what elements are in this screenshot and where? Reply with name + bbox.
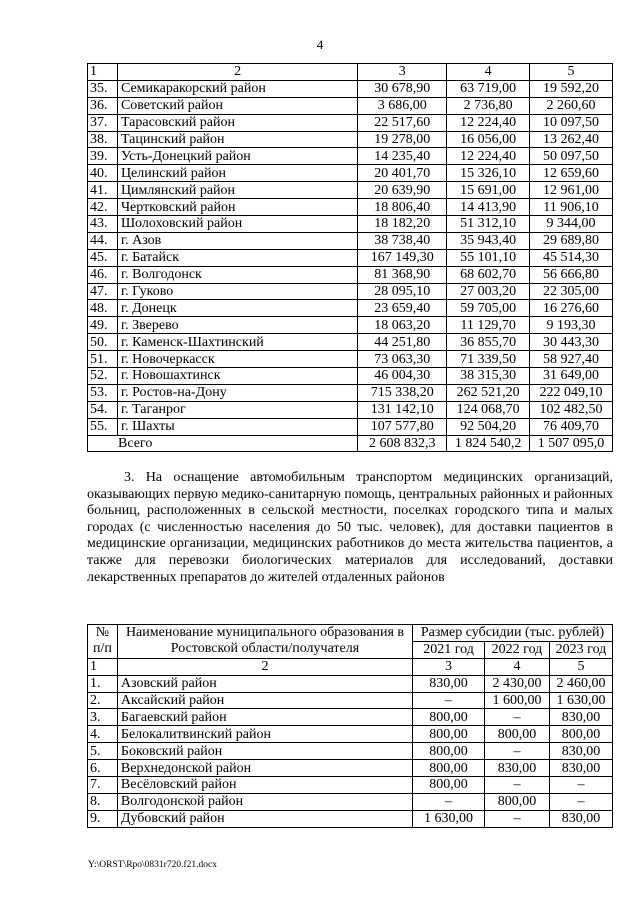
- municipality-name: Целинский район: [117, 165, 357, 182]
- value-2023: 13 262,40: [530, 131, 613, 148]
- row-number: 9.: [88, 810, 118, 827]
- value-2022: 15 326,10: [447, 165, 530, 182]
- municipality-name: Боковский район: [117, 743, 412, 760]
- table-row: [88, 760, 613, 777]
- value-2023: 102 482,50: [530, 401, 613, 418]
- value-2022: –: [485, 743, 550, 760]
- value-2023: 31 649,00: [530, 368, 613, 385]
- table-row: [88, 368, 613, 385]
- municipality-name: Тацинский район: [117, 131, 357, 148]
- table-row: [88, 232, 613, 249]
- value-2023: 830,00: [549, 810, 612, 827]
- column-number: 3: [413, 658, 485, 675]
- municipality-name: г. Батайск: [117, 249, 357, 266]
- value-2023: –: [549, 793, 612, 810]
- value-2021: 131 142,10: [358, 401, 447, 418]
- table-row: [88, 131, 613, 148]
- value-2021: 46 004,30: [358, 368, 447, 385]
- table-row: [88, 401, 613, 418]
- header-name: Наименование муниципального образования в Ростовской области/получателя: [117, 625, 412, 659]
- page-number: 4: [316, 37, 324, 52]
- column-number-row: [88, 658, 613, 675]
- total-value: 2 608 832,3: [358, 435, 447, 452]
- value-2021: 18 806,40: [358, 199, 447, 216]
- value-2023: 9 193,30: [530, 317, 613, 334]
- value-2021: 18 063,20: [358, 317, 447, 334]
- row-number: 48.: [88, 300, 118, 317]
- municipality-name: Белокалитвинский район: [117, 726, 412, 743]
- value-2023: 22 305,00: [530, 283, 613, 300]
- municipality-name: Цимлянский район: [117, 182, 357, 199]
- municipality-name: г. Каменск-Шахтинский: [117, 334, 357, 351]
- value-2023: 50 097,50: [530, 148, 613, 165]
- row-number: 40.: [88, 165, 118, 182]
- value-2022: 38 315,30: [447, 368, 530, 385]
- table-row: [88, 810, 613, 827]
- row-number: 44.: [88, 232, 118, 249]
- value-2023: 830,00: [549, 743, 612, 760]
- municipality-name: г. Новочеркасск: [117, 351, 357, 368]
- value-2021: 14 235,40: [358, 148, 447, 165]
- value-2022: 36 855,70: [447, 334, 530, 351]
- value-2023: 2 460,00: [549, 675, 612, 692]
- value-2021: 20 401,70: [358, 165, 447, 182]
- value-2022: 800,00: [485, 793, 550, 810]
- value-2022: 16 056,00: [447, 131, 530, 148]
- value-2022: 262 521,20: [447, 384, 530, 401]
- header-number: № п/п: [88, 625, 118, 659]
- row-number: 39.: [88, 148, 118, 165]
- value-2021: 830,00: [413, 675, 485, 692]
- value-2023: 58 927,40: [530, 351, 613, 368]
- municipality-name: Аксайский район: [117, 692, 412, 709]
- row-number: 4.: [88, 726, 118, 743]
- table-row: [88, 182, 613, 199]
- value-2022: 1 600,00: [485, 692, 550, 709]
- municipality-name: г. Донецк: [117, 300, 357, 317]
- table-row: [88, 148, 613, 165]
- value-2021: 23 659,40: [358, 300, 447, 317]
- municipality-name: г. Ростов-на-Дону: [117, 384, 357, 401]
- value-2021: 3 686,00: [358, 97, 447, 114]
- municipality-name: Багаевский район: [117, 709, 412, 726]
- value-2022: 59 705,00: [447, 300, 530, 317]
- value-2021: 22 517,60: [358, 114, 447, 131]
- value-2022: 830,00: [485, 760, 550, 777]
- table-row: [88, 216, 613, 233]
- row-number: 43.: [88, 216, 118, 233]
- row-number: 36.: [88, 97, 118, 114]
- row-number: 45.: [88, 249, 118, 266]
- value-2023: 45 514,30: [530, 249, 613, 266]
- value-2022: 71 339,50: [447, 351, 530, 368]
- municipality-name: г. Шахты: [117, 418, 357, 435]
- table-row: [88, 249, 613, 266]
- column-number: 4: [485, 658, 550, 675]
- value-2023: 10 097,50: [530, 114, 613, 131]
- value-2021: 107 577,80: [358, 418, 447, 435]
- section-3-paragraph: 3. На оснащение автомобильным транспортом медицинских организаций, оказывающих первую медико-санитарную помощь, центральных районных и районных больниц, расположенных в сельской местности, поселках городского типа и малых городах (с численностью населения до 50 тыс. человек), для доставки пациентов в медицинские организации, медицинских работников до места жительства пациентов, а также для перевозки биологических материалов для исследований, доставки лекарственных препаратов до жителей отдаленных районов: [87, 470, 613, 585]
- municipality-name: Волгодонской район: [117, 793, 412, 810]
- value-2022: 27 003,20: [447, 283, 530, 300]
- total-value: 1 824 540,2: [447, 435, 530, 452]
- row-number: 55.: [88, 418, 118, 435]
- row-number: 38.: [88, 131, 118, 148]
- row-number: 5.: [88, 743, 118, 760]
- value-2022: –: [485, 810, 550, 827]
- value-2022: 800,00: [485, 726, 550, 743]
- municipality-name: Чертковский район: [117, 199, 357, 216]
- table-row: [88, 334, 613, 351]
- municipality-name: г. Таганрог: [117, 401, 357, 418]
- municipality-name: г. Новошахтинск: [117, 368, 357, 385]
- value-2023: –: [549, 777, 612, 794]
- value-2021: 18 182,20: [358, 216, 447, 233]
- municipality-name: Советский район: [117, 97, 357, 114]
- value-2022: 68 602,70: [447, 266, 530, 283]
- table-row: [88, 726, 613, 743]
- table-row: [88, 743, 613, 760]
- value-2022: 11 129,70: [447, 317, 530, 334]
- value-2023: 800,00: [549, 726, 612, 743]
- table-row: [88, 114, 613, 131]
- municipality-name: Дубовский район: [117, 810, 412, 827]
- column-number-row: [88, 64, 613, 81]
- value-2021: 800,00: [413, 743, 485, 760]
- value-2021: 28 095,10: [358, 283, 447, 300]
- value-2023: 9 344,00: [530, 216, 613, 233]
- municipality-name: Верхнедонской район: [117, 760, 412, 777]
- value-2021: –: [413, 692, 485, 709]
- value-2022: 14 413,90: [447, 199, 530, 216]
- value-2021: –: [413, 793, 485, 810]
- value-2022: 15 691,00: [447, 182, 530, 199]
- row-number: 50.: [88, 334, 118, 351]
- municipality-name: Тарасовский район: [117, 114, 357, 131]
- value-2021: 44 251,80: [358, 334, 447, 351]
- header-subsidy: Размер субсидии (тыс. рублей): [413, 625, 613, 642]
- column-number: 5: [530, 64, 613, 81]
- row-number: 37.: [88, 114, 118, 131]
- value-2021: 73 063,30: [358, 351, 447, 368]
- value-2023: 1 630,00: [549, 692, 612, 709]
- value-2021: 1 630,00: [413, 810, 485, 827]
- table-row: [88, 777, 613, 794]
- municipality-name: г. Азов: [117, 232, 357, 249]
- total-label: Всего: [88, 435, 358, 452]
- municipality-name: Семикаракорский район: [117, 80, 357, 97]
- value-2021: 30 678,90: [358, 80, 447, 97]
- value-2023: 29 689,80: [530, 232, 613, 249]
- value-2023: 16 276,60: [530, 300, 613, 317]
- value-2021: 19 278,00: [358, 131, 447, 148]
- header-year: 2021 год: [413, 641, 485, 658]
- row-number: 46.: [88, 266, 118, 283]
- value-2023: 76 409,70: [530, 418, 613, 435]
- row-number: 52.: [88, 368, 118, 385]
- value-2022: 12 224,40: [447, 148, 530, 165]
- value-2022: 63 719,00: [447, 80, 530, 97]
- table-row: [88, 266, 613, 283]
- value-2022: 92 504,20: [447, 418, 530, 435]
- value-2022: 2 736,80: [447, 97, 530, 114]
- table-row: [88, 317, 613, 334]
- row-number: 7.: [88, 777, 118, 794]
- municipality-name: Усть-Донецкий район: [117, 148, 357, 165]
- value-2021: 81 368,90: [358, 266, 447, 283]
- header-year: 2023 год: [549, 641, 612, 658]
- municipality-name: г. Зверево: [117, 317, 357, 334]
- row-number: 6.: [88, 760, 118, 777]
- table-row: [88, 384, 613, 401]
- vehicle-subsidy-table: [87, 624, 613, 828]
- table-row: [88, 199, 613, 216]
- row-number: 49.: [88, 317, 118, 334]
- municipality-name: Азовский район: [117, 675, 412, 692]
- municipality-name: Шолоховский район: [117, 216, 357, 233]
- value-2022: 55 101,10: [447, 249, 530, 266]
- table-row: [88, 165, 613, 182]
- file-path-footer: Y:\ORST\Rpo\0831r720.f21.docx: [88, 860, 217, 870]
- row-number: 53.: [88, 384, 118, 401]
- value-2021: 800,00: [413, 709, 485, 726]
- value-2021: 38 738,40: [358, 232, 447, 249]
- value-2023: 19 592,20: [530, 80, 613, 97]
- value-2022: 2 430,00: [485, 675, 550, 692]
- value-2021: 715 338,20: [358, 384, 447, 401]
- value-2022: 35 943,40: [447, 232, 530, 249]
- municipality-name: Весёловский район: [117, 777, 412, 794]
- subsidy-table-continued: [87, 63, 613, 452]
- value-2022: –: [485, 777, 550, 794]
- value-2023: 12 659,60: [530, 165, 613, 182]
- table-row: [88, 97, 613, 114]
- row-number: 51.: [88, 351, 118, 368]
- table-row: [88, 80, 613, 97]
- value-2021: 800,00: [413, 726, 485, 743]
- value-2021: 20 639,90: [358, 182, 447, 199]
- value-2022: 12 224,40: [447, 114, 530, 131]
- value-2023: 2 260,60: [530, 97, 613, 114]
- value-2021: 167 149,30: [358, 249, 447, 266]
- total-value: 1 507 095,0: [530, 435, 613, 452]
- table-row: [88, 793, 613, 810]
- value-2023: 222 049,10: [530, 384, 613, 401]
- municipality-name: г. Волгодонск: [117, 266, 357, 283]
- value-2023: 30 443,30: [530, 334, 613, 351]
- row-number: 54.: [88, 401, 118, 418]
- value-2023: 12 961,00: [530, 182, 613, 199]
- row-number: 41.: [88, 182, 118, 199]
- value-2022: –: [485, 709, 550, 726]
- header-year: 2022 год: [485, 641, 550, 658]
- column-number: 1: [88, 658, 118, 675]
- column-number: 5: [549, 658, 612, 675]
- column-number: 3: [358, 64, 447, 81]
- row-number: 35.: [88, 80, 118, 97]
- table-row: [88, 351, 613, 368]
- table-row: [88, 418, 613, 435]
- column-number: 4: [447, 64, 530, 81]
- table-header-row: [88, 625, 613, 642]
- total-row: [88, 435, 613, 452]
- table-row: [88, 709, 613, 726]
- value-2022: 124 068,70: [447, 401, 530, 418]
- row-number: 3.: [88, 709, 118, 726]
- table-row: [88, 675, 613, 692]
- value-2023: 11 906,10: [530, 199, 613, 216]
- value-2023: 830,00: [549, 709, 612, 726]
- value-2021: 800,00: [413, 760, 485, 777]
- column-number: 1: [88, 64, 118, 81]
- column-number: 2: [117, 64, 357, 81]
- row-number: 42.: [88, 199, 118, 216]
- row-number: 1.: [88, 675, 118, 692]
- table-row: [88, 283, 613, 300]
- table-row: [88, 300, 613, 317]
- value-2021: 800,00: [413, 777, 485, 794]
- column-number: 2: [117, 658, 412, 675]
- municipality-name: г. Гуково: [117, 283, 357, 300]
- value-2023: 56 666,80: [530, 266, 613, 283]
- row-number: 47.: [88, 283, 118, 300]
- table-row: [88, 692, 613, 709]
- row-number: 8.: [88, 793, 118, 810]
- value-2022: 51 312,10: [447, 216, 530, 233]
- value-2023: 830,00: [549, 760, 612, 777]
- row-number: 2.: [88, 692, 118, 709]
